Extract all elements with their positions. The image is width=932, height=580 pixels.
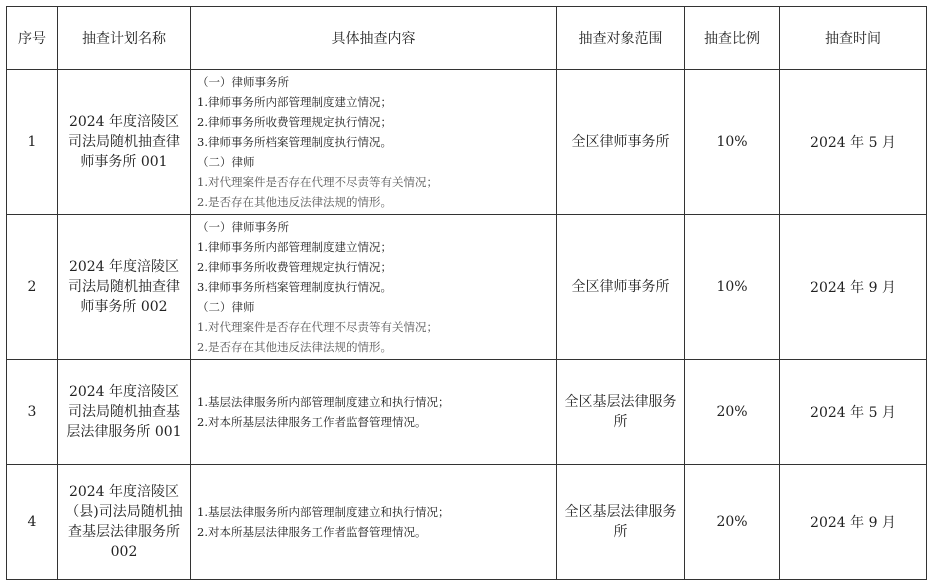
cell-time: 2024 年 9 月 xyxy=(780,465,927,580)
cell-ratio: 10% xyxy=(685,215,780,360)
content-line: 1.律师事务所内部管理制度建立情况； xyxy=(197,240,392,254)
cell-no: 1 xyxy=(7,70,58,215)
content-line: 3.律师事务所档案管理制度执行情况。 xyxy=(197,280,392,294)
table-row xyxy=(7,360,927,465)
cell-content xyxy=(191,360,557,465)
content-line: 2.是否存在其他违反法律法规的情形。 xyxy=(197,195,392,209)
content-line: （二）律师 xyxy=(197,300,255,314)
table-row xyxy=(7,70,927,215)
content-line: 1.对代理案件是否存在代理不尽责等有关情况； xyxy=(197,320,438,334)
content-line: 2.律师事务所收费管理规定执行情况； xyxy=(197,260,392,274)
content-line: 3.律师事务所档案管理制度执行情况。 xyxy=(197,135,392,149)
table-row xyxy=(7,465,927,580)
cell-content xyxy=(191,465,557,580)
cell-time: 2024 年 5 月 xyxy=(780,70,927,215)
header-ratio: 抽查比例 xyxy=(685,7,780,70)
cell-scope: 全区律师事务所 xyxy=(557,70,685,215)
header-content: 具体抽查内容 xyxy=(191,7,557,70)
cell-scope: 全区基层法律服务所 xyxy=(557,360,685,465)
cell-scope: 全区律师事务所 xyxy=(557,215,685,360)
cell-ratio: 10% xyxy=(685,70,780,215)
cell-scope: 全区基层法律服务所 xyxy=(557,465,685,580)
cell-content xyxy=(191,70,557,215)
header-scope: 抽查对象范围 xyxy=(557,7,685,70)
header-plan-name: 抽查计划名称 xyxy=(58,7,191,70)
content-line: （一）律师事务所 xyxy=(197,220,289,234)
table-row xyxy=(7,215,927,360)
cell-plan-name: 2024 年度涪陵区司法局随机抽查基层法律服务所 001 xyxy=(58,360,191,465)
content-line: （一）律师事务所 xyxy=(197,75,289,89)
cell-ratio: 20% xyxy=(685,465,780,580)
content-line: 2.律师事务所收费管理规定执行情况； xyxy=(197,115,392,129)
cell-no: 2 xyxy=(7,215,58,360)
cell-no: 4 xyxy=(7,465,58,580)
content-line: 1.律师事务所内部管理制度建立情况； xyxy=(197,95,392,109)
content-line: 2.是否存在其他违反法律法规的情形。 xyxy=(197,340,392,354)
content-line: 1.基层法律服务所内部管理制度建立和执行情况； xyxy=(197,395,450,409)
cell-plan-name: 2024 年度涪陵区（县)司法局随机抽查基层法律服务所 002 xyxy=(58,465,191,580)
header-time: 抽查时间 xyxy=(780,7,927,70)
header-no: 序号 xyxy=(7,7,58,70)
cell-plan-name: 2024 年度涪陵区司法局随机抽查律师事务所 001 xyxy=(58,70,191,215)
inspection-plan-table xyxy=(6,6,927,580)
cell-time: 2024 年 5 月 xyxy=(780,360,927,465)
cell-no: 3 xyxy=(7,360,58,465)
header-row xyxy=(7,7,927,70)
content-line: （二）律师 xyxy=(197,155,255,169)
cell-content xyxy=(191,215,557,360)
cell-ratio: 20% xyxy=(685,360,780,465)
cell-time: 2024 年 9 月 xyxy=(780,215,927,360)
cell-plan-name: 2024 年度涪陵区司法局随机抽查律师事务所 002 xyxy=(58,215,191,360)
content-line: 1.对代理案件是否存在代理不尽责等有关情况； xyxy=(197,175,438,189)
content-line: 2.对本所基层法律服务工作者监督管理情况。 xyxy=(197,415,427,429)
content-line: 1.基层法律服务所内部管理制度建立和执行情况； xyxy=(197,505,450,519)
content-line: 2.对本所基层法律服务工作者监督管理情况。 xyxy=(197,525,427,539)
